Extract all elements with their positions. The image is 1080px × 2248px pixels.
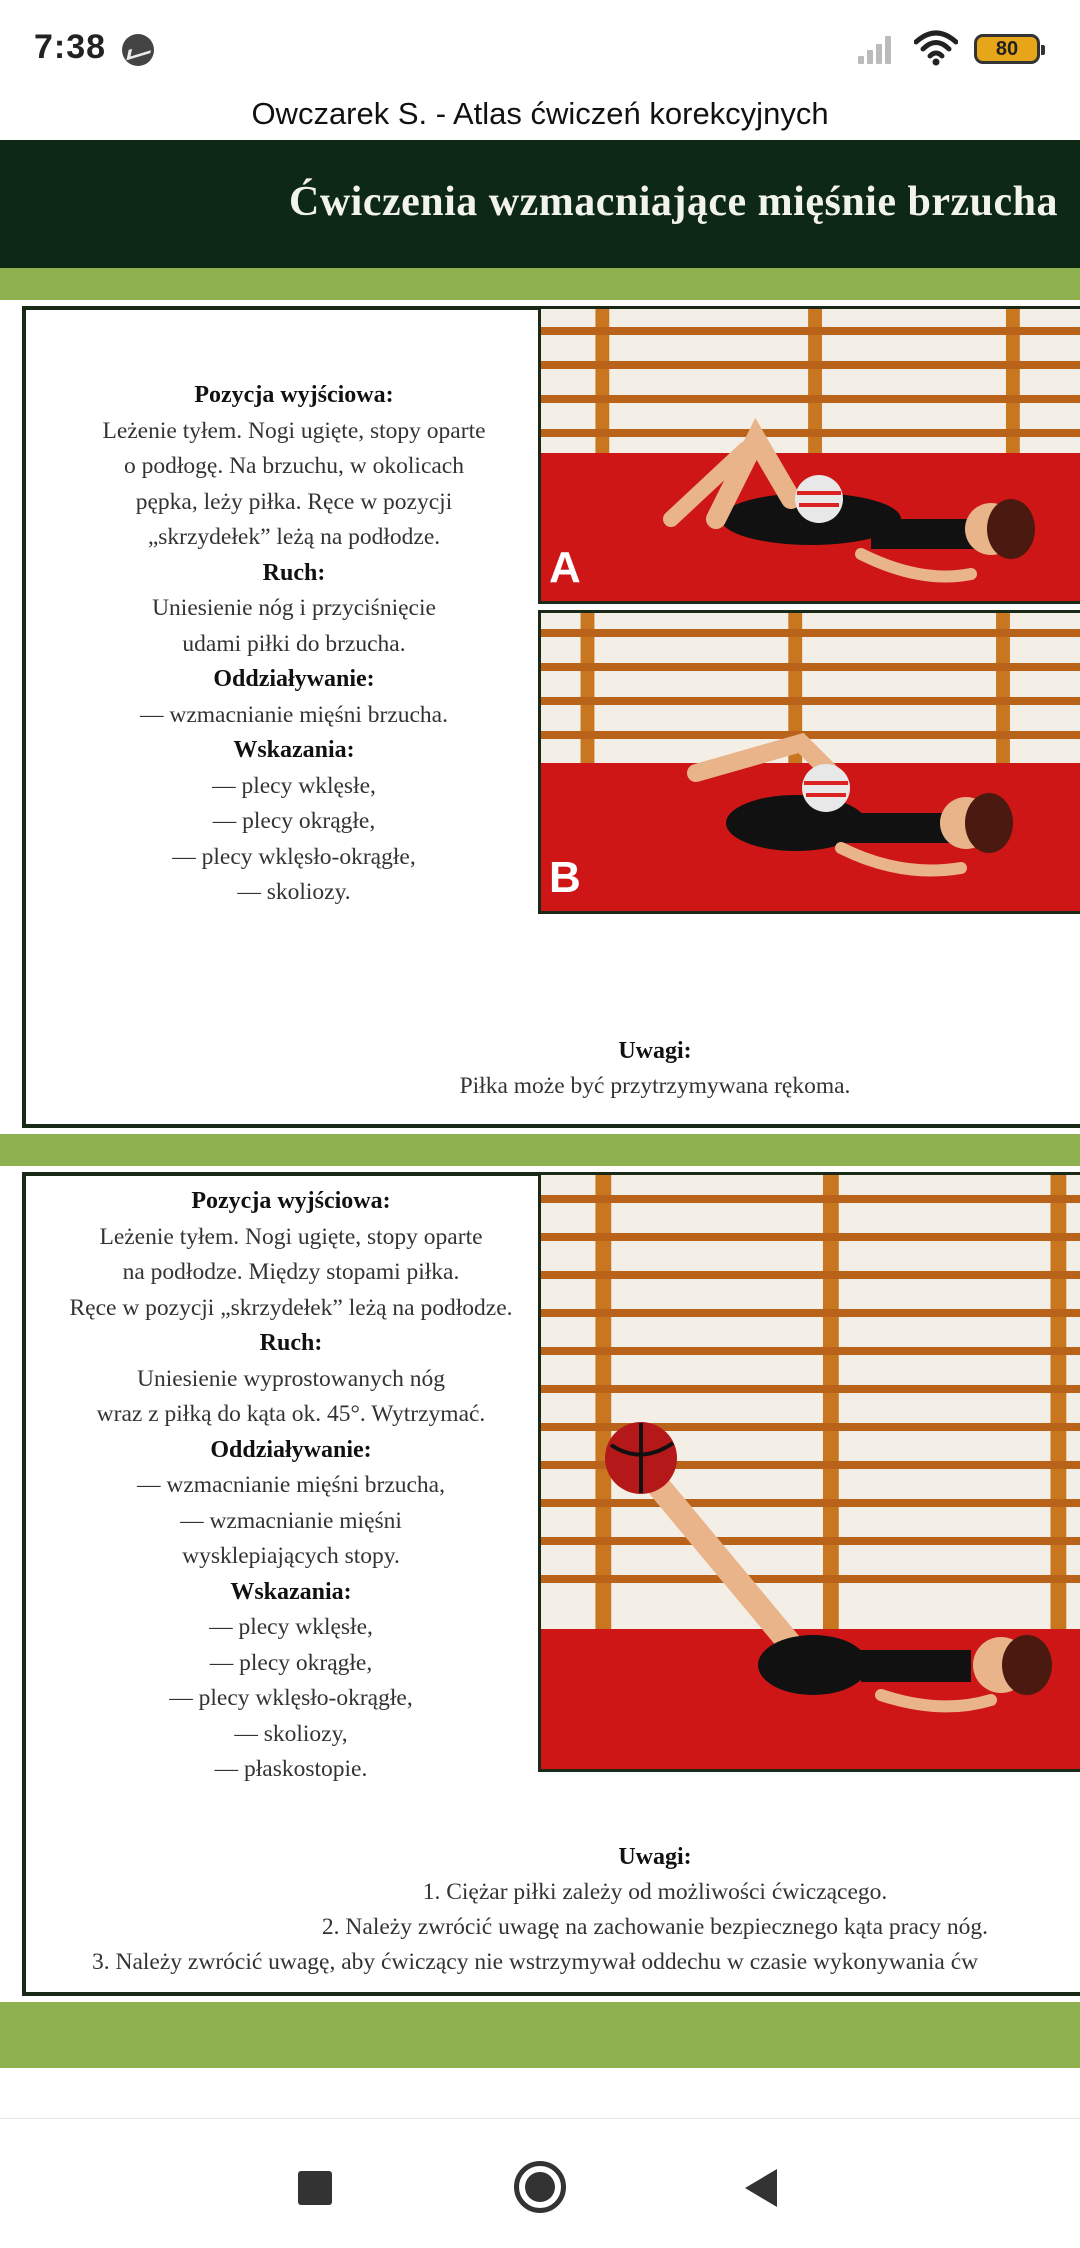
text-line: — plecy wklęsło-okrągłe, <box>172 843 416 870</box>
text-line: — wzmacnianie mięśni brzucha. <box>140 701 448 728</box>
wifi-icon <box>914 30 958 66</box>
text-line: — plecy wklęsło-okrągłe, <box>169 1685 413 1711</box>
notes-line: 1. Ciężar piłki zależy od możliwości ćwiczącego. <box>422 1879 888 1905</box>
text-line: — skoliozy. <box>237 879 351 905</box>
exercise-photo-b <box>538 610 1080 914</box>
navigation-bar <box>0 2118 1080 2248</box>
recents-square-icon[interactable] <box>298 2171 332 2205</box>
notes-line: 2. Należy zwrócić uwagę na zachowanie bezpiecznego kąta pracy nóg. <box>321 1914 989 1940</box>
pdf-page[interactable] <box>0 140 1080 2085</box>
signal-icon <box>858 34 898 64</box>
exercise-photo-c <box>538 1172 1080 1772</box>
text-line: Uniesienie wyprostowanych nóg <box>136 1365 446 1392</box>
text-line: — plecy okrągłe, <box>209 1649 373 1676</box>
person-figure-b <box>541 673 1080 914</box>
exercise-2-notes <box>26 1840 1080 1980</box>
green-band <box>0 2002 1080 2068</box>
text-line: Leżenie tyłem. Nogi ugięte, stopy oparte <box>99 1223 483 1250</box>
heading-position: Pozycja wyjściowa: <box>194 382 394 408</box>
heading-effect: Oddziaływanie: <box>213 666 375 692</box>
back-triangle-icon[interactable] <box>745 2169 777 2207</box>
notes-line: 3. Należy zwrócić uwagę, aby ćwiczący nie wstrzymywał oddechu w czasie wykonywania ćw <box>92 1949 979 1975</box>
text-line: „skrzydełek” leżą na podłodze. <box>147 524 441 550</box>
text-line: Ręce w pozycji „skrzydełek” leżą na podłodze. <box>69 1294 513 1321</box>
text-line: Leżenie tyłem. Nogi ugięte, stopy oparte <box>102 417 486 444</box>
exercise-2-description <box>26 1184 556 1788</box>
photo-label-b: B <box>549 853 581 902</box>
text-line: Uniesienie nóg i przyciśnięcie <box>152 595 436 621</box>
text-line: — skoliozy, <box>234 1720 348 1747</box>
text-line: — wzmacnianie mięśni brzucha, <box>137 1472 445 1498</box>
text-line: o podłogę. Na brzuchu, w okolicach <box>124 453 464 479</box>
heading-indications: Wskazania: <box>230 1578 352 1605</box>
text-line: na podłodze. Między stopami piłka. <box>122 1259 460 1285</box>
exercise-card-1 <box>22 306 1080 1128</box>
notes-line: Piłka może być przytrzymywana rękoma. <box>459 1073 851 1099</box>
text-line: — płaskostopie. <box>214 1756 368 1782</box>
text-line: wysklepiających stopy. <box>182 1543 400 1569</box>
text-line: udami piłki do brzucha. <box>182 630 406 657</box>
text-line: — plecy wklęsłe, <box>209 1614 373 1640</box>
heading-position: Pozycja wyjściowa: <box>191 1188 391 1214</box>
text-line: — wzmacnianie mięśni <box>180 1507 402 1534</box>
exercise-1-description <box>34 378 554 911</box>
home-circle-icon[interactable] <box>514 2161 566 2213</box>
battery-icon: 80 <box>974 34 1040 64</box>
person-figure-c <box>541 1175 1080 1772</box>
page-header-bar <box>0 140 1080 268</box>
exercise-1-notes <box>26 1034 1080 1104</box>
text-line: — plecy wklęsłe, <box>212 772 376 799</box>
text-line: wraz z piłką do kąta ok. 45°. Wytrzymać. <box>96 1401 486 1427</box>
heading-movement: Ruch: <box>259 1330 323 1356</box>
status-time: 7:38 <box>34 28 107 66</box>
photo-label-a: A <box>549 543 581 592</box>
document-title: Owczarek S. - Atlas ćwiczeń korekcyjnych <box>251 96 829 131</box>
page-header-title: Ćwiczenia wzmacniające mięśnie brzucha <box>289 179 1058 225</box>
notes-heading: Uwagi: <box>618 1844 692 1870</box>
notes-heading: Uwagi: <box>618 1038 692 1064</box>
status-bar <box>0 0 1080 96</box>
exercise-card-2 <box>22 1172 1080 1996</box>
exercise-photo-a <box>538 306 1080 604</box>
heading-indications: Wskazania: <box>233 737 355 763</box>
heading-movement: Ruch: <box>262 559 326 586</box>
green-band <box>0 268 1080 300</box>
text-line: pępka, leży piłka. Ręce w pozycji <box>135 488 453 515</box>
heading-effect: Oddziaływanie: <box>210 1436 372 1463</box>
person-figure-a <box>541 369 1080 604</box>
text-line: — plecy okrągłe, <box>212 808 376 834</box>
green-band <box>0 1134 1080 1166</box>
messenger-icon <box>122 34 154 66</box>
